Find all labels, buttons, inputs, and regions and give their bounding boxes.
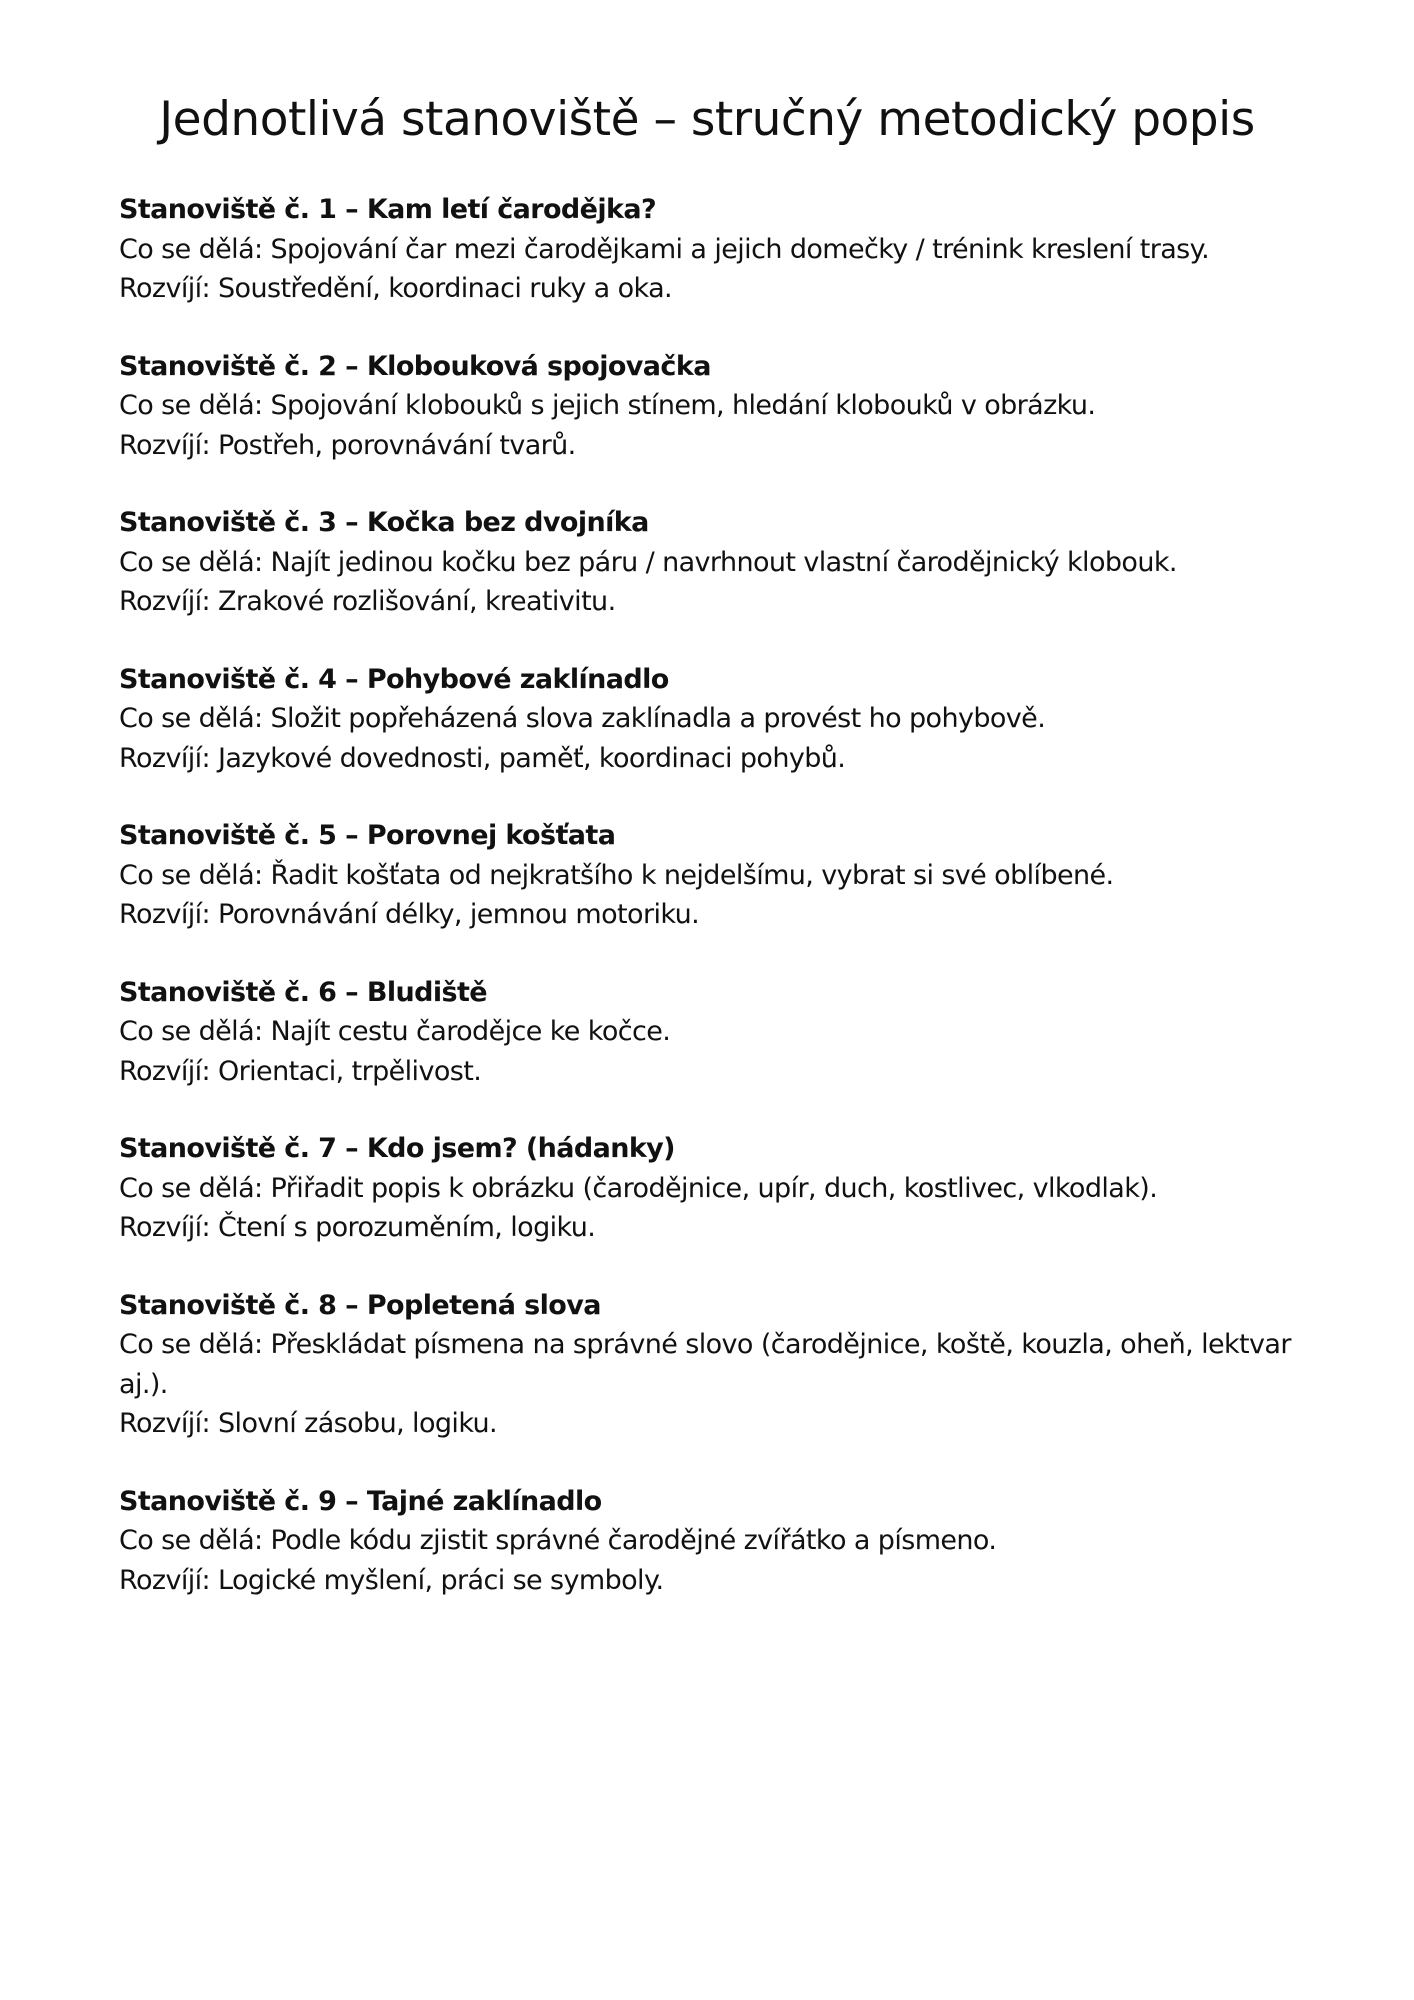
station-section-9 [119,1482,1319,1601]
station-activity: Co se dělá: Najít jedinou kočku bez páru / navrhnout vlastní čarodějnický klobouk. [119,546,1177,578]
station-heading: Stanoviště č. 5 – Porovnej košťata [119,820,616,851]
station-heading: Stanoviště č. 7 – Kdo jsem? (hádanky) [119,1133,675,1164]
station-section-3 [119,503,1319,622]
station-develops: Rozvíjí: Slovní zásobu, logiku. [119,1408,498,1439]
station-develops: Rozvíjí: Postřeh, porovnávání tvarů. [119,429,576,461]
station-activity: Co se dělá: Přeskládat písmena na správné slovo (čarodějnice, koště, kouzla, oheň, lektvar aj.). [119,1329,1291,1400]
station-activity: Co se dělá: Řadit košťata od nejkratšího k nejdelšímu, vybrat si své oblíbené. [119,859,1114,891]
station-activity: Co se dělá: Najít cestu čarodějce ke kočce. [119,1016,671,1047]
station-section-5 [119,816,1319,935]
station-activity: Co se dělá: Podle kódu zjistit správné čarodějné zvířátko a písmeno. [119,1525,997,1556]
station-develops: Rozvíjí: Jazykové dovednosti, paměť, koordinaci pohybů. [119,742,846,774]
station-section-8 [119,1286,1319,1444]
station-heading: Stanoviště č. 8 – Popletená slova [119,1289,601,1321]
station-develops: Rozvíjí: Orientaci, trpělivost. [119,1055,482,1087]
station-list [119,190,1319,1638]
station-heading: Stanoviště č. 2 – Klobouková spojovačka [119,350,711,382]
station-section-7 [119,1129,1319,1248]
station-activity: Co se dělá: Spojování čar mezi čarodějkami a jejich domečky / trénink kreslení trasy. [119,233,1210,265]
station-develops: Rozvíjí: Porovnávání délky, jemnou motoriku. [119,899,700,930]
station-activity: Co se dělá: Složit popřeházená slova zaklínadla a provést ho pohybově. [119,703,1046,734]
station-section-2 [119,347,1319,466]
page-title: Jednotlivá stanoviště – stručný metodický popis [159,92,1255,147]
station-heading: Stanoviště č. 4 – Pohybové zaklínadlo [119,663,669,695]
station-heading: Stanoviště č. 6 – Bludiště [119,976,487,1008]
station-develops: Rozvíjí: Soustředění, koordinaci ruky a oka. [119,273,673,304]
station-develops: Rozvíjí: Čtení s porozuměním, logiku. [119,1212,596,1243]
station-section-4 [119,660,1319,779]
station-activity: Co se dělá: Spojování klobouků s jejich stínem, hledání klobouků v obrázku. [119,390,1096,421]
station-heading: Stanoviště č. 3 – Kočka bez dvojníka [119,507,649,538]
station-section-1 [119,190,1319,309]
station-develops: Rozvíjí: Logické myšlení, práci se symboly. [119,1564,664,1596]
station-section-6 [119,973,1319,1092]
station-heading: Stanoviště č. 1 – Kam letí čarodějka? [119,194,657,225]
station-activity: Co se dělá: Přiřadit popis k obrázku (čarodějnice, upír, duch, kostlivec, vlkodlak). [119,1172,1158,1204]
station-develops: Rozvíjí: Zrakové rozlišování, kreativitu. [119,586,616,617]
station-heading: Stanoviště č. 9 – Tajné zaklínadlo [119,1485,602,1517]
